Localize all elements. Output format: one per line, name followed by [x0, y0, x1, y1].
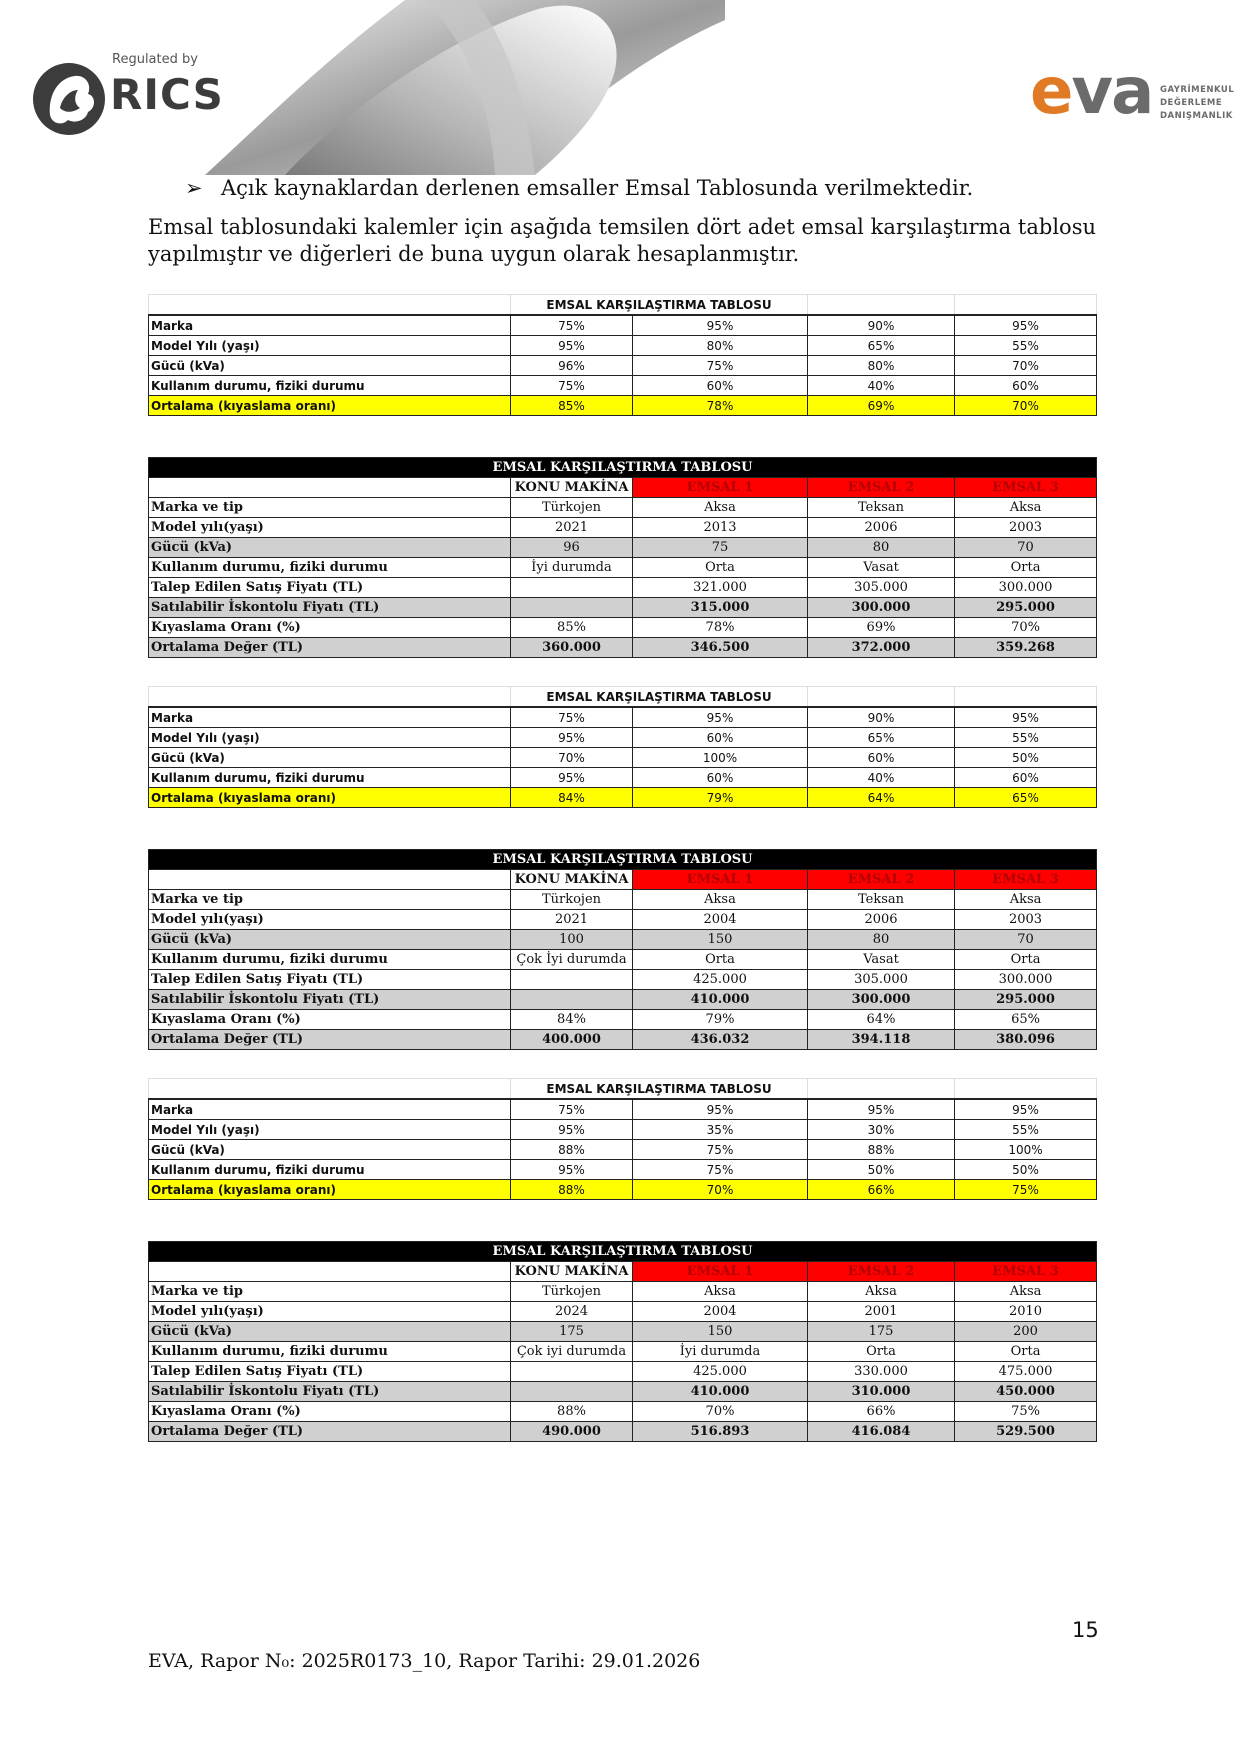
- table-cell: 79%: [633, 788, 808, 808]
- table-cell: Vasat: [808, 558, 955, 578]
- table-cell: 300.000: [808, 990, 955, 1010]
- table-cell: 70: [955, 538, 1097, 558]
- table-cell: Aksa: [955, 890, 1097, 910]
- table-cell: 2003: [955, 910, 1097, 930]
- rics-regulated-text: Regulated by: [112, 52, 198, 67]
- table-cell: 490.000: [511, 1422, 633, 1442]
- table-cell: [511, 598, 633, 618]
- table-cell: 425.000: [633, 1362, 808, 1382]
- column-header: EMSAL 3: [955, 870, 1097, 890]
- column-header: EMSAL 1: [633, 1262, 808, 1282]
- table-row: [149, 315, 1097, 336]
- table-row: [149, 1120, 1097, 1140]
- table-cell: [149, 295, 511, 316]
- table-cell: 360.000: [511, 638, 633, 658]
- table-title-row: [149, 850, 1097, 870]
- table-cell: 75%: [633, 356, 808, 376]
- table-cell: Aksa: [633, 1282, 808, 1302]
- row-label: Model Yılı (yaşı): [149, 1120, 511, 1140]
- table-cell: [149, 870, 511, 890]
- table-title-row: [149, 1242, 1097, 1262]
- table-cell: Aksa: [955, 498, 1097, 518]
- table-cell: 88%: [511, 1180, 633, 1200]
- table-cell: 70: [955, 930, 1097, 950]
- row-label: Gücü (kVa): [149, 1322, 511, 1342]
- row-label: Model Yılı (yaşı): [149, 336, 511, 356]
- table-cell: 75%: [511, 376, 633, 396]
- table-title: EMSAL KARŞILAŞTIRMA TABLOSU: [149, 1242, 1097, 1262]
- table-cell: 55%: [955, 1120, 1097, 1140]
- table-row: [149, 970, 1097, 990]
- table-cell: 66%: [808, 1402, 955, 1422]
- table-cell: 410.000: [633, 1382, 808, 1402]
- column-header: KONU MAKİNA: [511, 478, 633, 498]
- table-cell: İyi durumda: [511, 558, 633, 578]
- table-cell: 79%: [633, 1010, 808, 1030]
- table-row: [149, 1010, 1097, 1030]
- table-cell: [955, 687, 1097, 708]
- row-label: Ortalama (kıyaslama oranı): [149, 396, 511, 416]
- eva-logo: [1030, 52, 1240, 142]
- table-header-row: [149, 1262, 1097, 1282]
- row-label: Marka: [149, 1099, 511, 1120]
- table-cell: 85%: [511, 396, 633, 416]
- comparison-table: [148, 849, 1097, 1050]
- table-cell: [511, 990, 633, 1010]
- table-title: EMSAL KARŞILAŞTIRMA TABLOSU: [149, 850, 1097, 870]
- table-cell: 315.000: [633, 598, 808, 618]
- table-cell: 70%: [955, 618, 1097, 638]
- table-cell: 84%: [511, 1010, 633, 1030]
- table-cell: 88%: [511, 1402, 633, 1422]
- table-cell: 75%: [511, 707, 633, 728]
- table-cell: 95%: [633, 315, 808, 336]
- table-cell: 69%: [808, 618, 955, 638]
- table-title: EMSAL KARŞILAŞTIRMA TABLOSU: [511, 687, 808, 708]
- table-cell: 75: [633, 538, 808, 558]
- table-cell: 2004: [633, 1302, 808, 1322]
- table-row: [149, 1160, 1097, 1180]
- table-cell: 65%: [808, 336, 955, 356]
- row-label: Model yılı(yaşı): [149, 518, 511, 538]
- rics-logo: [30, 52, 250, 142]
- table-cell: Orta: [955, 1342, 1097, 1362]
- table-row: [149, 748, 1097, 768]
- row-label: Kıyaslama Oranı (%): [149, 1010, 511, 1030]
- table-cell: 60%: [633, 376, 808, 396]
- rics-wordmark: RICS: [110, 70, 224, 119]
- table-row: [149, 1030, 1097, 1050]
- column-header: EMSAL 2: [808, 870, 955, 890]
- column-header: EMSAL 1: [633, 478, 808, 498]
- table-cell: 2010: [955, 1302, 1097, 1322]
- table-cell: [808, 1079, 955, 1100]
- table-cell: [955, 1079, 1097, 1100]
- table-cell: 75%: [633, 1140, 808, 1160]
- comparison-table: [148, 686, 1097, 808]
- table-row: [149, 950, 1097, 970]
- row-label: Gücü (kVa): [149, 356, 511, 376]
- row-label: Kullanım durumu, fiziki durumu: [149, 1160, 511, 1180]
- table-cell: 60%: [633, 728, 808, 748]
- row-label: Ortalama Değer (TL): [149, 1422, 511, 1442]
- table-cell: Orta: [633, 558, 808, 578]
- row-label: Model yılı(yaşı): [149, 910, 511, 930]
- table-cell: 2006: [808, 518, 955, 538]
- table-cell: 330.000: [808, 1362, 955, 1382]
- table-cell: 95%: [955, 315, 1097, 336]
- row-label: Kullanım durumu, fiziki durumu: [149, 376, 511, 396]
- table-cell: 65%: [808, 728, 955, 748]
- table-cell: 40%: [808, 768, 955, 788]
- table-row: [149, 1362, 1097, 1382]
- table-cell: 80: [808, 538, 955, 558]
- table-cell: 80%: [633, 336, 808, 356]
- table-title-row: [149, 295, 1097, 316]
- table-cell: 75%: [633, 1160, 808, 1180]
- eva-subtitle: [1160, 84, 1234, 123]
- column-header: EMSAL 2: [808, 478, 955, 498]
- table-row: [149, 1342, 1097, 1362]
- header-graphic: [205, 0, 725, 175]
- table-cell: 70%: [955, 396, 1097, 416]
- table-cell: Orta: [955, 950, 1097, 970]
- bullet-text: Açık kaynaklardan derlenen emsaller Emsal Tablosunda verilmektedir.: [221, 176, 974, 200]
- table-cell: 425.000: [633, 970, 808, 990]
- table-cell: 150: [633, 930, 808, 950]
- table-cell: 95%: [955, 1099, 1097, 1120]
- table-cell: 88%: [808, 1140, 955, 1160]
- row-label: Marka ve tip: [149, 498, 511, 518]
- row-label: Kullanım durumu, fiziki durumu: [149, 950, 511, 970]
- table-row: [149, 990, 1097, 1010]
- table-cell: 84%: [511, 788, 633, 808]
- table-cell: 516.893: [633, 1422, 808, 1442]
- table-cell: 50%: [955, 1160, 1097, 1180]
- eva-wordmark-va: va: [1071, 55, 1153, 129]
- comparison-table: [148, 1241, 1097, 1442]
- table-cell: 70%: [511, 748, 633, 768]
- table-title-row: [149, 687, 1097, 708]
- row-label: Kullanım durumu, fiziki durumu: [149, 558, 511, 578]
- table-cell: 372.000: [808, 638, 955, 658]
- table-cell: 66%: [808, 1180, 955, 1200]
- table-cell: 2004: [633, 910, 808, 930]
- lion-icon: [30, 60, 108, 138]
- page-number: 15: [1072, 1618, 1099, 1642]
- table-title-row: [149, 1079, 1097, 1100]
- table-cell: 65%: [955, 788, 1097, 808]
- table-cell: 200: [955, 1322, 1097, 1342]
- table-cell: 436.032: [633, 1030, 808, 1050]
- table-cell: 35%: [633, 1120, 808, 1140]
- comparison-table: [148, 294, 1097, 416]
- table-cell: Aksa: [633, 890, 808, 910]
- comparison-table: [148, 1078, 1097, 1200]
- row-label: Marka ve tip: [149, 890, 511, 910]
- table-cell: Orta: [808, 1342, 955, 1362]
- table-cell: 55%: [955, 336, 1097, 356]
- table-row: [149, 768, 1097, 788]
- table-header-row: [149, 478, 1097, 498]
- column-header: KONU MAKİNA: [511, 1262, 633, 1282]
- column-header: EMSAL 2: [808, 1262, 955, 1282]
- table-row: [149, 356, 1097, 376]
- table-cell: 2003: [955, 518, 1097, 538]
- table-cell: [149, 478, 511, 498]
- table-cell: 78%: [633, 396, 808, 416]
- table-cell: 40%: [808, 376, 955, 396]
- table-cell: 64%: [808, 1010, 955, 1030]
- table-cell: 95%: [955, 707, 1097, 728]
- table-row: [149, 336, 1097, 356]
- table-cell: 100: [511, 930, 633, 950]
- table-row: [149, 578, 1097, 598]
- table-row: [149, 538, 1097, 558]
- table-cell: 60%: [633, 768, 808, 788]
- table-cell: Orta: [633, 950, 808, 970]
- table-cell: 2021: [511, 910, 633, 930]
- footer-text: EVA, Rapor N₀: 2025R0173_10, Rapor Tarihi: 29.01.2026: [148, 1650, 701, 1672]
- table-cell: 75%: [955, 1402, 1097, 1422]
- row-label: Satılabilir İskontolu Fiyatı (TL): [149, 1382, 511, 1402]
- table-title: EMSAL KARŞILAŞTIRMA TABLOSU: [149, 458, 1097, 478]
- table-cell: 450.000: [955, 1382, 1097, 1402]
- table-cell: 69%: [808, 396, 955, 416]
- table-cell: 60%: [955, 376, 1097, 396]
- table-cell: 90%: [808, 707, 955, 728]
- row-label: Ortalama Değer (TL): [149, 1030, 511, 1050]
- table-cell: [149, 687, 511, 708]
- eva-wordmark: [1030, 52, 1152, 132]
- table-cell: 295.000: [955, 990, 1097, 1010]
- row-label: Satılabilir İskontolu Fiyatı (TL): [149, 598, 511, 618]
- table-row: [149, 788, 1097, 808]
- table-cell: [808, 687, 955, 708]
- table-cell: 88%: [511, 1140, 633, 1160]
- table-cell: 2024: [511, 1302, 633, 1322]
- table-cell: 394.118: [808, 1030, 955, 1050]
- table-cell: 95%: [633, 707, 808, 728]
- row-label: Ortalama Değer (TL): [149, 638, 511, 658]
- table-row: [149, 558, 1097, 578]
- table-cell: 310.000: [808, 1382, 955, 1402]
- eva-subtitle-line: DEĞERLEME: [1160, 98, 1223, 108]
- table-cell: [149, 1262, 511, 1282]
- table-cell: 50%: [808, 1160, 955, 1180]
- bullet-item: [185, 176, 973, 200]
- table-cell: 95%: [633, 1099, 808, 1120]
- table-cell: Türkojen: [511, 498, 633, 518]
- eva-subtitle-line: GAYRİMENKUL: [1160, 85, 1235, 95]
- table-row: [149, 910, 1097, 930]
- table-cell: 300.000: [955, 578, 1097, 598]
- column-header: EMSAL 3: [955, 478, 1097, 498]
- table-cell: Çok iyi durumda: [511, 1342, 633, 1362]
- table-cell: 100%: [955, 1140, 1097, 1160]
- comparison-table: [148, 457, 1097, 658]
- table-cell: 95%: [511, 728, 633, 748]
- table-cell: 85%: [511, 618, 633, 638]
- table-cell: 175: [808, 1322, 955, 1342]
- table-row: [149, 1402, 1097, 1422]
- table-cell: Aksa: [808, 1282, 955, 1302]
- table-cell: Vasat: [808, 950, 955, 970]
- table-cell: 64%: [808, 788, 955, 808]
- table-cell: 150: [633, 1322, 808, 1342]
- eva-subtitle-line: DANIŞMANLIK: [1160, 111, 1233, 121]
- table-row: [149, 618, 1097, 638]
- table-row: [149, 1322, 1097, 1342]
- table-row: [149, 890, 1097, 910]
- table-cell: Türkojen: [511, 1282, 633, 1302]
- table-row: [149, 1422, 1097, 1442]
- table-cell: 50%: [955, 748, 1097, 768]
- table-title-row: [149, 458, 1097, 478]
- table-cell: 70%: [955, 356, 1097, 376]
- table-cell: 305.000: [808, 970, 955, 990]
- table-cell: 95%: [808, 1099, 955, 1120]
- table-row: [149, 518, 1097, 538]
- table-row: [149, 728, 1097, 748]
- arrow-bullet-icon: ➢: [185, 176, 203, 200]
- table-title: EMSAL KARŞILAŞTIRMA TABLOSU: [511, 1079, 808, 1100]
- table-cell: 2001: [808, 1302, 955, 1322]
- table-cell: 305.000: [808, 578, 955, 598]
- table-cell: 80: [808, 930, 955, 950]
- table-cell: [511, 578, 633, 598]
- table-cell: 529.500: [955, 1422, 1097, 1442]
- table-cell: 380.096: [955, 1030, 1097, 1050]
- table-cell: 175: [511, 1322, 633, 1342]
- table-cell: 90%: [808, 315, 955, 336]
- table-cell: 300.000: [955, 970, 1097, 990]
- table-cell: 78%: [633, 618, 808, 638]
- table-row: [149, 1180, 1097, 1200]
- row-label: Model yılı(yaşı): [149, 1302, 511, 1322]
- table-row: [149, 1382, 1097, 1402]
- table-cell: Teksan: [808, 498, 955, 518]
- table-cell: 321.000: [633, 578, 808, 598]
- row-label: Gücü (kVa): [149, 538, 511, 558]
- table-cell: 2013: [633, 518, 808, 538]
- table-cell: 75%: [955, 1180, 1097, 1200]
- table-cell: 346.500: [633, 638, 808, 658]
- row-label: Gücü (kVa): [149, 748, 511, 768]
- table-row: [149, 1302, 1097, 1322]
- table-cell: Teksan: [808, 890, 955, 910]
- column-header: KONU MAKİNA: [511, 870, 633, 890]
- table-cell: 410.000: [633, 990, 808, 1010]
- table-cell: 80%: [808, 356, 955, 376]
- row-label: Kıyaslama Oranı (%): [149, 618, 511, 638]
- table-cell: [149, 1079, 511, 1100]
- table-header-row: [149, 870, 1097, 890]
- table-cell: 70%: [633, 1180, 808, 1200]
- row-label: Kıyaslama Oranı (%): [149, 1402, 511, 1422]
- table-cell: 95%: [511, 1120, 633, 1140]
- table-cell: 96: [511, 538, 633, 558]
- table-cell: [511, 1362, 633, 1382]
- table-cell: Orta: [955, 558, 1097, 578]
- table-cell: 2006: [808, 910, 955, 930]
- table-cell: 65%: [955, 1010, 1097, 1030]
- table-cell: 95%: [511, 1160, 633, 1180]
- row-label: Talep Edilen Satış Fiyatı (TL): [149, 578, 511, 598]
- table-cell: 416.084: [808, 1422, 955, 1442]
- table-cell: 30%: [808, 1120, 955, 1140]
- table-row: [149, 638, 1097, 658]
- table-row: [149, 707, 1097, 728]
- row-label: Ortalama (kıyaslama oranı): [149, 1180, 511, 1200]
- table-cell: 70%: [633, 1402, 808, 1422]
- row-label: Ortalama (kıyaslama oranı): [149, 788, 511, 808]
- table-cell: [511, 970, 633, 990]
- row-label: Marka ve tip: [149, 1282, 511, 1302]
- table-cell: 300.000: [808, 598, 955, 618]
- row-label: Marka: [149, 707, 511, 728]
- table-cell: Çok İyi durumda: [511, 950, 633, 970]
- table-cell: Aksa: [955, 1282, 1097, 1302]
- intro-paragraph: Emsal tablosundaki kalemler için aşağıda temsilen dört adet emsal karşılaştırma tablosu yapılmıştır ve diğerleri de buna uygun olarak hesaplanmıştır.: [148, 215, 1096, 266]
- table-row: [149, 376, 1097, 396]
- table-cell: İyi durumda: [633, 1342, 808, 1362]
- table-cell: 60%: [808, 748, 955, 768]
- table-cell: 75%: [511, 315, 633, 336]
- table-row: [149, 598, 1097, 618]
- row-label: Model Yılı (yaşı): [149, 728, 511, 748]
- table-cell: 2021: [511, 518, 633, 538]
- table-title: EMSAL KARŞILAŞTIRMA TABLOSU: [511, 295, 808, 316]
- table-row: [149, 1140, 1097, 1160]
- row-label: Satılabilir İskontolu Fiyatı (TL): [149, 990, 511, 1010]
- table-cell: 295.000: [955, 598, 1097, 618]
- column-header: EMSAL 1: [633, 870, 808, 890]
- page-header: [0, 0, 1241, 175]
- row-label: Kullanım durumu, fiziki durumu: [149, 1342, 511, 1362]
- table-row: [149, 396, 1097, 416]
- table-cell: Aksa: [633, 498, 808, 518]
- table-row: [149, 930, 1097, 950]
- column-header: EMSAL 3: [955, 1262, 1097, 1282]
- table-cell: 96%: [511, 356, 633, 376]
- table-cell: 95%: [511, 336, 633, 356]
- table-cell: [511, 1382, 633, 1402]
- table-cell: 359.268: [955, 638, 1097, 658]
- table-cell: [955, 295, 1097, 316]
- table-cell: 95%: [511, 768, 633, 788]
- table-cell: 60%: [955, 768, 1097, 788]
- table-row: [149, 1282, 1097, 1302]
- table-cell: 55%: [955, 728, 1097, 748]
- table-cell: 100%: [633, 748, 808, 768]
- table-row: [149, 498, 1097, 518]
- row-label: Talep Edilen Satış Fiyatı (TL): [149, 1362, 511, 1382]
- row-label: Marka: [149, 315, 511, 336]
- row-label: Kullanım durumu, fiziki durumu: [149, 768, 511, 788]
- table-cell: Türkojen: [511, 890, 633, 910]
- table-cell: 75%: [511, 1099, 633, 1120]
- row-label: Talep Edilen Satış Fiyatı (TL): [149, 970, 511, 990]
- table-cell: [808, 295, 955, 316]
- eva-wordmark-e: e: [1030, 55, 1072, 129]
- table-cell: 475.000: [955, 1362, 1097, 1382]
- row-label: Gücü (kVa): [149, 930, 511, 950]
- table-cell: 400.000: [511, 1030, 633, 1050]
- table-row: [149, 1099, 1097, 1120]
- row-label: Gücü (kVa): [149, 1140, 511, 1160]
